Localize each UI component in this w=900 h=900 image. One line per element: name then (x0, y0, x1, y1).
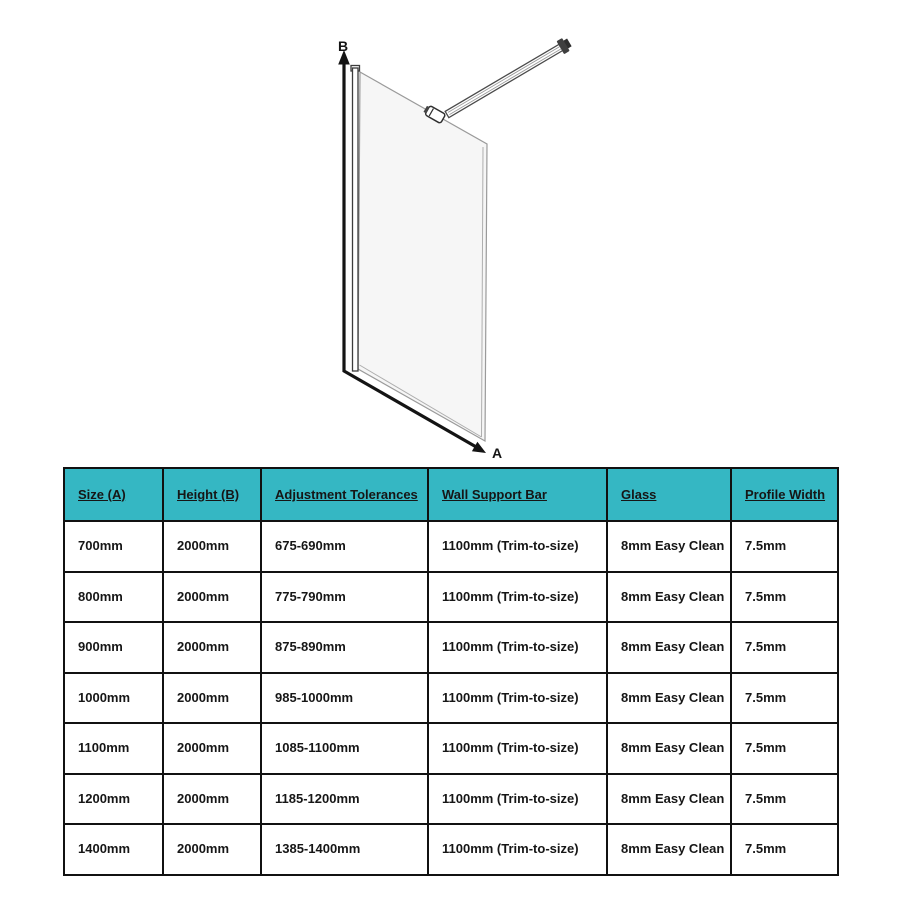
table-cell: 8mm Easy Clean (607, 774, 731, 825)
table-cell: 8mm Easy Clean (607, 572, 731, 623)
table-cell: 700mm (64, 521, 163, 572)
table-cell: 1100mm (64, 723, 163, 774)
table-row (64, 572, 838, 623)
table-cell: 875-890mm (261, 622, 428, 673)
table-cell: 2000mm (163, 572, 261, 623)
glass-panel (358, 72, 487, 441)
column-header: Height (B) (163, 468, 261, 521)
table-cell: 1400mm (64, 824, 163, 875)
table-cell: 1185-1200mm (261, 774, 428, 825)
table-cell: 985-1000mm (261, 673, 428, 724)
table-row (64, 723, 838, 774)
column-header: Profile Width (731, 468, 838, 521)
table-cell: 1100mm (Trim-to-size) (428, 824, 607, 875)
table-cell: 1085-1100mm (261, 723, 428, 774)
table-row (64, 521, 838, 572)
table-cell: 7.5mm (731, 521, 838, 572)
table-cell: 7.5mm (731, 622, 838, 673)
table-cell: 775-790mm (261, 572, 428, 623)
table-cell: 1000mm (64, 673, 163, 724)
table-cell: 800mm (64, 572, 163, 623)
table-cell: 1100mm (Trim-to-size) (428, 723, 607, 774)
table-cell: 1200mm (64, 774, 163, 825)
table-row (64, 774, 838, 825)
width-dimension-label: A (492, 445, 503, 461)
height-dimension-label: B (337, 38, 349, 54)
table-cell: 1100mm (Trim-to-size) (428, 572, 607, 623)
table-cell: 8mm Easy Clean (607, 673, 731, 724)
table-cell: 7.5mm (731, 824, 838, 875)
table-cell: 8mm Easy Clean (607, 723, 731, 774)
table-row (64, 622, 838, 673)
table-cell: 1100mm (Trim-to-size) (428, 622, 607, 673)
column-header: Size (A) (64, 468, 163, 521)
table-cell: 1100mm (Trim-to-size) (428, 521, 607, 572)
table-cell: 2000mm (163, 521, 261, 572)
table-cell: 7.5mm (731, 723, 838, 774)
table-cell: 1100mm (Trim-to-size) (428, 673, 607, 724)
table-cell: 1385-1400mm (261, 824, 428, 875)
table-cell: 7.5mm (731, 572, 838, 623)
table-cell: 2000mm (163, 673, 261, 724)
table-cell: 900mm (64, 622, 163, 673)
table-cell: 8mm Easy Clean (607, 521, 731, 572)
table-cell: 2000mm (163, 824, 261, 875)
table-row (64, 824, 838, 875)
table-cell: 7.5mm (731, 774, 838, 825)
table-cell: 1100mm (Trim-to-size) (428, 774, 607, 825)
table-cell: 2000mm (163, 622, 261, 673)
wall-profile (353, 68, 359, 371)
wall-support-bar (443, 36, 573, 121)
table-cell: 8mm Easy Clean (607, 622, 731, 673)
spec-table (63, 467, 839, 876)
table-row (64, 673, 838, 724)
table-cell: 7.5mm (731, 673, 838, 724)
column-header: Adjustment Tolerances (261, 468, 428, 521)
table-cell: 2000mm (163, 723, 261, 774)
column-header: Wall Support Bar (428, 468, 607, 521)
table-cell: 8mm Easy Clean (607, 824, 731, 875)
table-cell: 675-690mm (261, 521, 428, 572)
column-header: Glass (607, 468, 731, 521)
table-cell: 2000mm (163, 774, 261, 825)
table-header-row (64, 468, 838, 521)
